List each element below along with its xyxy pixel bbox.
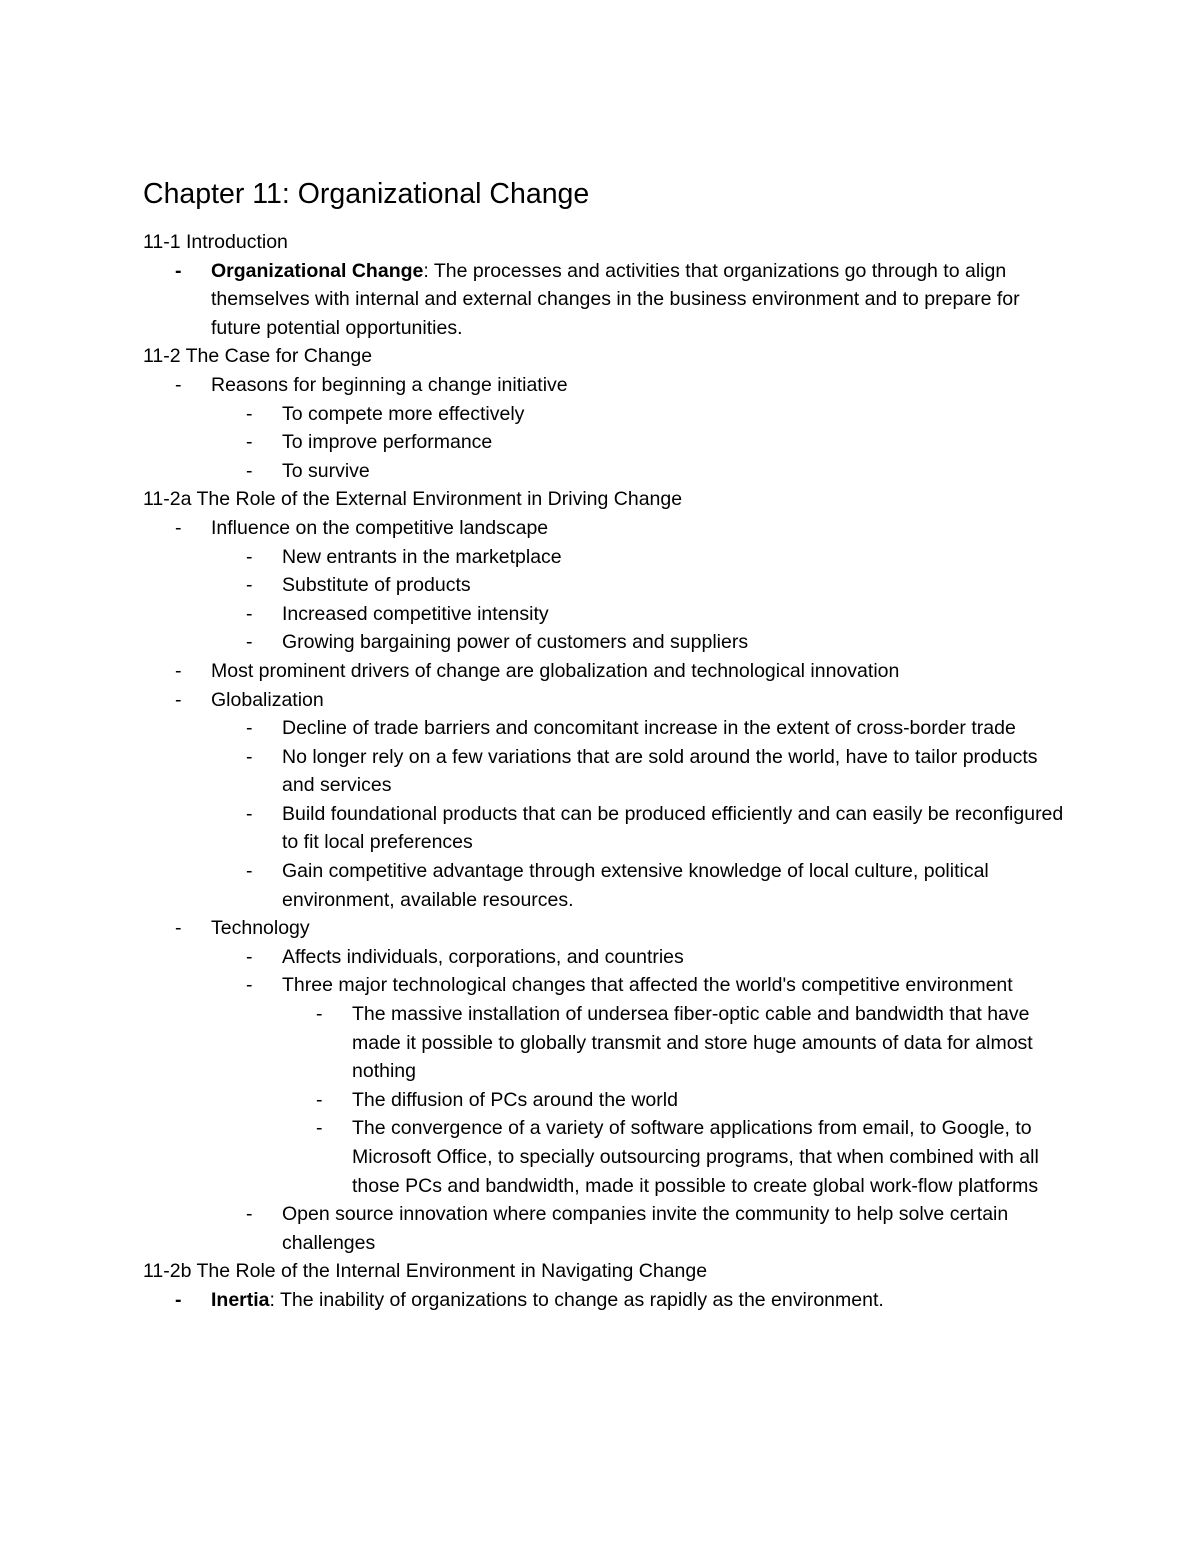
bullet-item (143, 1086, 1073, 1115)
bullet-dash: - (246, 431, 253, 454)
bullet-text: Three major technological changes that affected the world's competitive environment (282, 974, 1013, 997)
term-label: Organizational Change (211, 259, 424, 282)
bullet-text: The convergence of a variety of software applications from email, to Google, to Microsoft Office, to specially outsourcing programs, that when combined with all those PCs and bandwidth, made it possible to create global work-flow platforms (352, 1117, 1039, 1197)
bullet-text: Substitute of products (282, 574, 471, 597)
bullet-item (143, 514, 1073, 543)
bullet-text: Globalization (211, 688, 324, 711)
bullet-dash: - (175, 659, 182, 682)
bullet-text: Most prominent drivers of change are globalization and technological innovation (211, 659, 900, 682)
bullet-item (143, 371, 1073, 400)
bullet-text: : The processes and activities that organizations go through to align themselves with internal and external changes in the business environment and to prepare for future potential opportunities. (211, 259, 1020, 339)
bullet-dash: - (246, 860, 253, 883)
bullet-item (143, 743, 1073, 800)
bullet-item (143, 257, 1073, 343)
bullet-item (143, 800, 1073, 857)
bullet-text: Growing bargaining power of customers and suppliers (282, 631, 749, 654)
bullet-item (143, 428, 1073, 457)
bullet-item (143, 1200, 1073, 1257)
bullet-dash: - (246, 974, 253, 997)
bullet-item (143, 600, 1073, 629)
section-heading: 11-2a The Role of the External Environment in Driving Change (143, 488, 683, 511)
bullet-item (143, 714, 1073, 743)
bullet-dash: - (175, 373, 182, 396)
bullet-dash: - (175, 259, 182, 282)
section-heading: 11-1 Introduction (143, 231, 288, 253)
bullet-text: The diffusion of PCs around the world (352, 1088, 678, 1111)
bullet-item (143, 457, 1073, 486)
section-heading: 11-2b The Role of the Internal Environment in Navigating Change (143, 1260, 708, 1283)
bullet-text: Technology (211, 917, 310, 940)
bullet-dash: - (246, 745, 253, 768)
bullet-dash: - (316, 1117, 323, 1140)
bullet-text: Influence on the competitive landscape (211, 516, 549, 539)
bullet-item (143, 1286, 1073, 1315)
bullet-item (143, 400, 1073, 429)
bullet-text: To compete more effectively (282, 402, 525, 425)
bullet-dash: - (246, 1203, 253, 1226)
bullet-text: Open source innovation where companies invite the community to help solve certain challenges (282, 1203, 1009, 1254)
bullet-dash: - (175, 516, 182, 539)
bullet-item (143, 1000, 1073, 1086)
section-heading: 11-2 The Case for Change (143, 345, 373, 368)
bullet-text: Gain competitive advantage through extensive knowledge of local culture, political environment, available resources. (282, 860, 989, 911)
bullet-dash: - (246, 945, 253, 968)
bullet-dash: - (316, 1003, 323, 1026)
bullet-dash: - (246, 459, 253, 482)
bullet-text: Decline of trade barriers and concomitant increase in the extent of cross-border trade (282, 717, 1016, 740)
bullet-item (143, 943, 1073, 972)
bullet-item (143, 686, 1073, 715)
bullet-dash: - (246, 602, 253, 625)
bullet-dash: - (175, 917, 182, 940)
bullet-dash: - (246, 631, 253, 654)
bullet-item (143, 571, 1073, 600)
bullet-text: Increased competitive intensity (282, 602, 549, 625)
bullet-item (143, 971, 1073, 1000)
bullet-dash: - (316, 1088, 323, 1111)
term-label: Inertia (211, 1288, 270, 1311)
bullet-item (143, 914, 1073, 943)
bullet-item (143, 543, 1073, 572)
bullet-dash: - (246, 574, 253, 597)
bullet-text: Build foundational products that can be produced efficiently and can easily be reconfigured to fit local preferences (282, 802, 1064, 854)
bullet-dash: - (175, 1288, 182, 1311)
bullet-item (143, 1114, 1073, 1200)
notes-content (143, 228, 1073, 1315)
bullet-text: To survive (282, 459, 370, 482)
bullet-text: The massive installation of undersea fiber-optic cable and bandwidth that have made it possible to globally transmit and store huge amounts of data for almost nothing (352, 1003, 1033, 1083)
bullet-dash: - (246, 402, 253, 425)
bullet-text: No longer rely on a few variations that are sold around the world, have to tailor products and services (282, 745, 1038, 797)
bullet-item (143, 657, 1073, 686)
bullet-dash: - (246, 717, 253, 740)
page-title: Chapter 11: Organizational Change (143, 178, 590, 210)
document-body (143, 172, 1073, 1315)
bullet-dash: - (175, 688, 182, 711)
bullet-item (143, 857, 1073, 914)
bullet-item (143, 628, 1073, 657)
bullet-text: New entrants in the marketplace (282, 545, 562, 568)
bullet-text: Affects individuals, corporations, and countries (282, 945, 684, 968)
bullet-text: To improve performance (282, 431, 493, 454)
bullet-text: Reasons for beginning a change initiative (211, 373, 568, 396)
bullet-text: : The inability of organizations to change as rapidly as the environment. (269, 1288, 884, 1311)
bullet-dash: - (246, 545, 253, 568)
bullet-dash: - (246, 802, 253, 825)
